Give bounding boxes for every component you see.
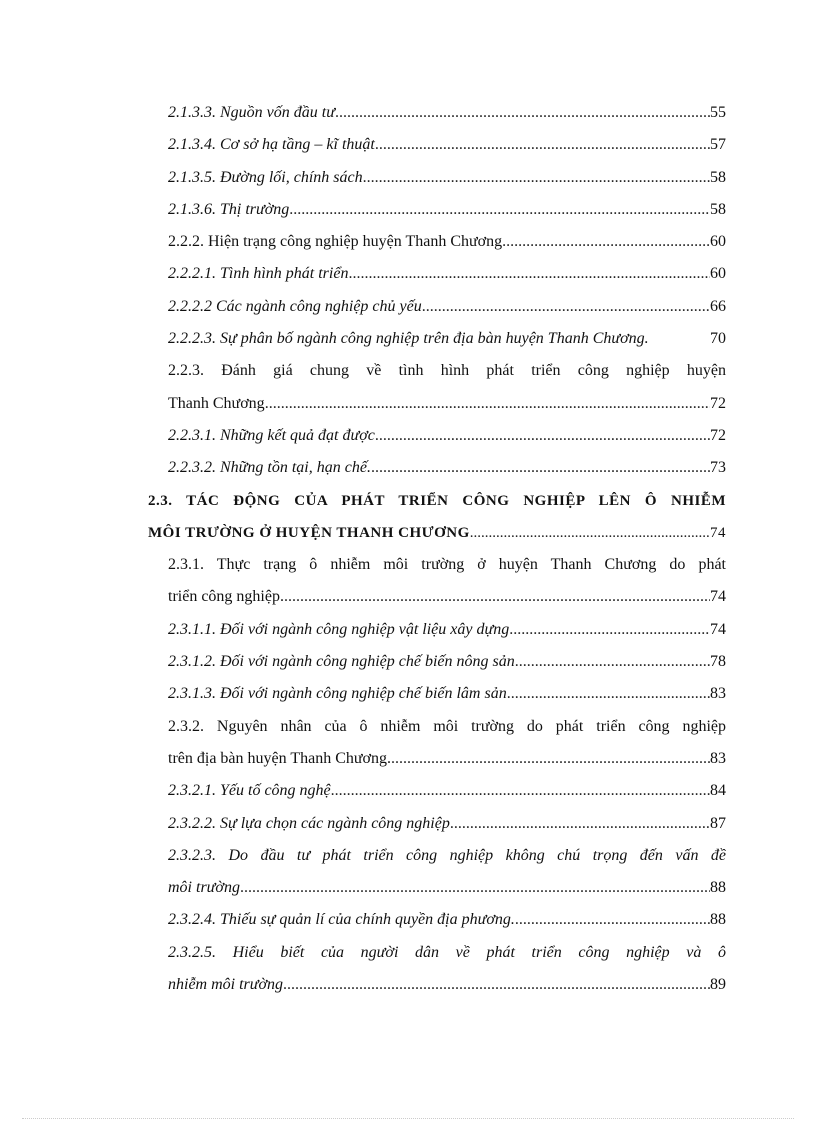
- toc-page-number: 72: [710, 394, 726, 412]
- toc-entry[interactable]: [168, 581, 726, 613]
- toc-entry[interactable]: [168, 323, 726, 355]
- toc-leader-dots: [335, 97, 710, 129]
- toc-leader-dots: [240, 872, 710, 904]
- toc-entry[interactable]: [168, 420, 726, 452]
- toc-entry[interactable]: [168, 711, 726, 743]
- toc-leader-dots: [422, 291, 710, 323]
- toc-entry-text: 2.2.3. Đánh giá chung về tình hình phát triển công nghiệp huyện: [168, 362, 726, 380]
- toc-page-number: 70: [710, 330, 726, 348]
- toc-entry-text: 2.2.2. Hiện trạng công nghiệp huyện Thanh Chương: [168, 233, 503, 251]
- toc-entry[interactable]: [168, 678, 726, 710]
- toc-entry[interactable]: [168, 775, 726, 807]
- toc-entry-text: 2.2.2.1. Tình hình phát triển: [168, 265, 349, 283]
- toc-leader-dots: [371, 452, 710, 484]
- toc-leader-dots: [515, 904, 710, 936]
- toc-entry[interactable]: [168, 872, 726, 904]
- toc-leader-dots: [284, 581, 710, 613]
- toc-entry[interactable]: [168, 743, 726, 775]
- toc-leader-dots: [515, 646, 710, 678]
- toc-page-number: 60: [710, 233, 726, 251]
- toc-leader-dots: [470, 517, 710, 549]
- toc-page-number: 58: [710, 200, 726, 218]
- toc-leader-dots: [363, 162, 710, 194]
- toc-entry-text: 2.3.2.1. Yếu tố công nghệ: [168, 782, 331, 800]
- toc-entry-text: 2.3.1.2. Đối với ngành công nghiệp chế biến nông sản: [168, 653, 515, 671]
- toc-entry[interactable]: [168, 937, 726, 969]
- toc-entry-text: 2.2.3.1. Những kết quả đạt được: [168, 426, 375, 444]
- toc-entry[interactable]: [148, 485, 726, 517]
- toc-page-number: 87: [710, 814, 726, 832]
- toc-entry[interactable]: [168, 355, 726, 387]
- toc-entry[interactable]: [168, 291, 726, 323]
- toc-entry[interactable]: [168, 226, 726, 258]
- toc-page-number: 83: [710, 685, 726, 703]
- toc-entry-text: 2.3.1.3. Đối với ngành công nghiệp chế biến lâm sản: [168, 685, 507, 703]
- toc-entry[interactable]: [168, 452, 726, 484]
- toc-entry-text: 2.1.3.3. Nguồn vốn đầu tư: [168, 104, 335, 121]
- toc-entry-text: Thanh Chương: [168, 394, 265, 412]
- toc-page-number: 60: [710, 265, 726, 283]
- toc-leader-dots: [331, 775, 710, 807]
- toc-entry[interactable]: [168, 614, 726, 646]
- toc-entry[interactable]: [168, 549, 726, 581]
- toc-entry[interactable]: [168, 97, 726, 129]
- toc-page-number: 88: [710, 911, 726, 929]
- toc-page-number: 78: [710, 653, 726, 671]
- toc-page-number: 74: [710, 524, 726, 541]
- toc-entry[interactable]: [168, 194, 726, 226]
- toc-entry-text: 2.3.2. Nguyên nhân của ô nhiễm môi trường do phát triển công nghiệp: [168, 717, 726, 735]
- toc-leader-dots: [509, 614, 710, 646]
- toc-leader-dots: [283, 969, 710, 1001]
- toc-entry-text: 2.1.3.6. Thị trường: [168, 200, 290, 218]
- toc-leader-dots: [265, 388, 710, 420]
- toc-leader-dots: [375, 129, 710, 161]
- toc-entry-text: 2.3.2.5. Hiểu biết của người dân về phát triển công nghiệp và ô: [168, 943, 726, 961]
- toc-page-number: 83: [710, 749, 726, 767]
- toc-entry-text: 2.2.3.2. Những tồn tại, hạn chế.: [168, 459, 371, 477]
- toc-page-number: 88: [710, 879, 726, 897]
- toc-entry-text: triển công nghiệp.: [168, 588, 284, 606]
- toc-page-number: 57: [710, 136, 726, 154]
- toc-leader-dots: [450, 808, 710, 840]
- toc-page-number: 72: [710, 426, 726, 444]
- toc-entry[interactable]: [168, 840, 726, 872]
- toc-page-number: 55: [710, 104, 726, 121]
- toc-entry[interactable]: [168, 808, 726, 840]
- toc-entry-text: MÔI TRƯỜNG Ở HUYỆN THANH CHƯƠNG: [148, 524, 470, 541]
- toc-page-number: 58: [710, 168, 726, 186]
- toc-entry-text: 2.3.2.3. Do đầu tư phát triển công nghiệp không chú trọng đến vấn đề: [168, 846, 726, 864]
- toc-entry[interactable]: [168, 969, 726, 1001]
- toc-leader-dots: [502, 226, 710, 258]
- toc-entry-text: 2.2.2.3. Sự phân bố ngành công nghiệp trên địa bàn huyện Thanh Chương.: [168, 330, 649, 348]
- toc-entry[interactable]: [168, 904, 726, 936]
- toc-leader-dots: [391, 743, 710, 775]
- toc-page-number: 74: [710, 620, 726, 638]
- toc-entry[interactable]: [148, 517, 726, 549]
- toc-entry-text: 2.3.2.2. Sự lựa chọn các ngành công nghiệp: [168, 814, 450, 832]
- toc-leader-dots: [289, 194, 710, 226]
- toc-leader-dots: [507, 678, 710, 710]
- toc-page-number: 89: [710, 976, 726, 994]
- toc-leader-dots: [375, 420, 710, 452]
- toc-entry[interactable]: [168, 646, 726, 678]
- toc-entry[interactable]: [168, 162, 726, 194]
- page-bottom-divider: [22, 1118, 794, 1119]
- toc-entry[interactable]: [168, 258, 726, 290]
- toc-entry-text: nhiễm môi trường: [168, 976, 284, 994]
- table-of-contents: [0, 97, 816, 1001]
- toc-entry[interactable]: [168, 129, 726, 161]
- toc-entry-text: môi trường: [168, 879, 240, 897]
- toc-entry-text: 2.3. TÁC ĐỘNG CỦA PHÁT TRIỂN CÔNG NGHIỆP LÊN Ô NHIỄM: [148, 492, 726, 509]
- toc-page-number: 84: [710, 782, 726, 800]
- toc-page-number: 66: [710, 297, 726, 315]
- toc-entry-text: 2.3.1. Thực trạng ô nhiễm môi trường ở huyện Thanh Chương do phát: [168, 556, 726, 574]
- toc-entry-text: 2.3.1.1. Đối với ngành công nghiệp vật liệu xây dựng: [168, 620, 510, 638]
- toc-page-number: 74: [710, 588, 726, 606]
- toc-entry-text: 2.2.2.2 Các ngành công nghiệp chủ yếu: [168, 297, 422, 315]
- toc-entry-text: 2.3.2.4. Thiếu sự quản lí của chính quyền địa phương.: [168, 911, 515, 929]
- toc-entry-text: trên địa bàn huyện Thanh Chương.: [168, 749, 392, 767]
- toc-entry[interactable]: [168, 388, 726, 420]
- toc-leader-dots: [348, 258, 710, 290]
- toc-entry-text: 2.1.3.4. Cơ sở hạ tầng – kĩ thuật: [168, 136, 375, 154]
- toc-entry-text: 2.1.3.5. Đường lối, chính sách: [168, 168, 363, 186]
- toc-page-number: 73: [710, 459, 726, 477]
